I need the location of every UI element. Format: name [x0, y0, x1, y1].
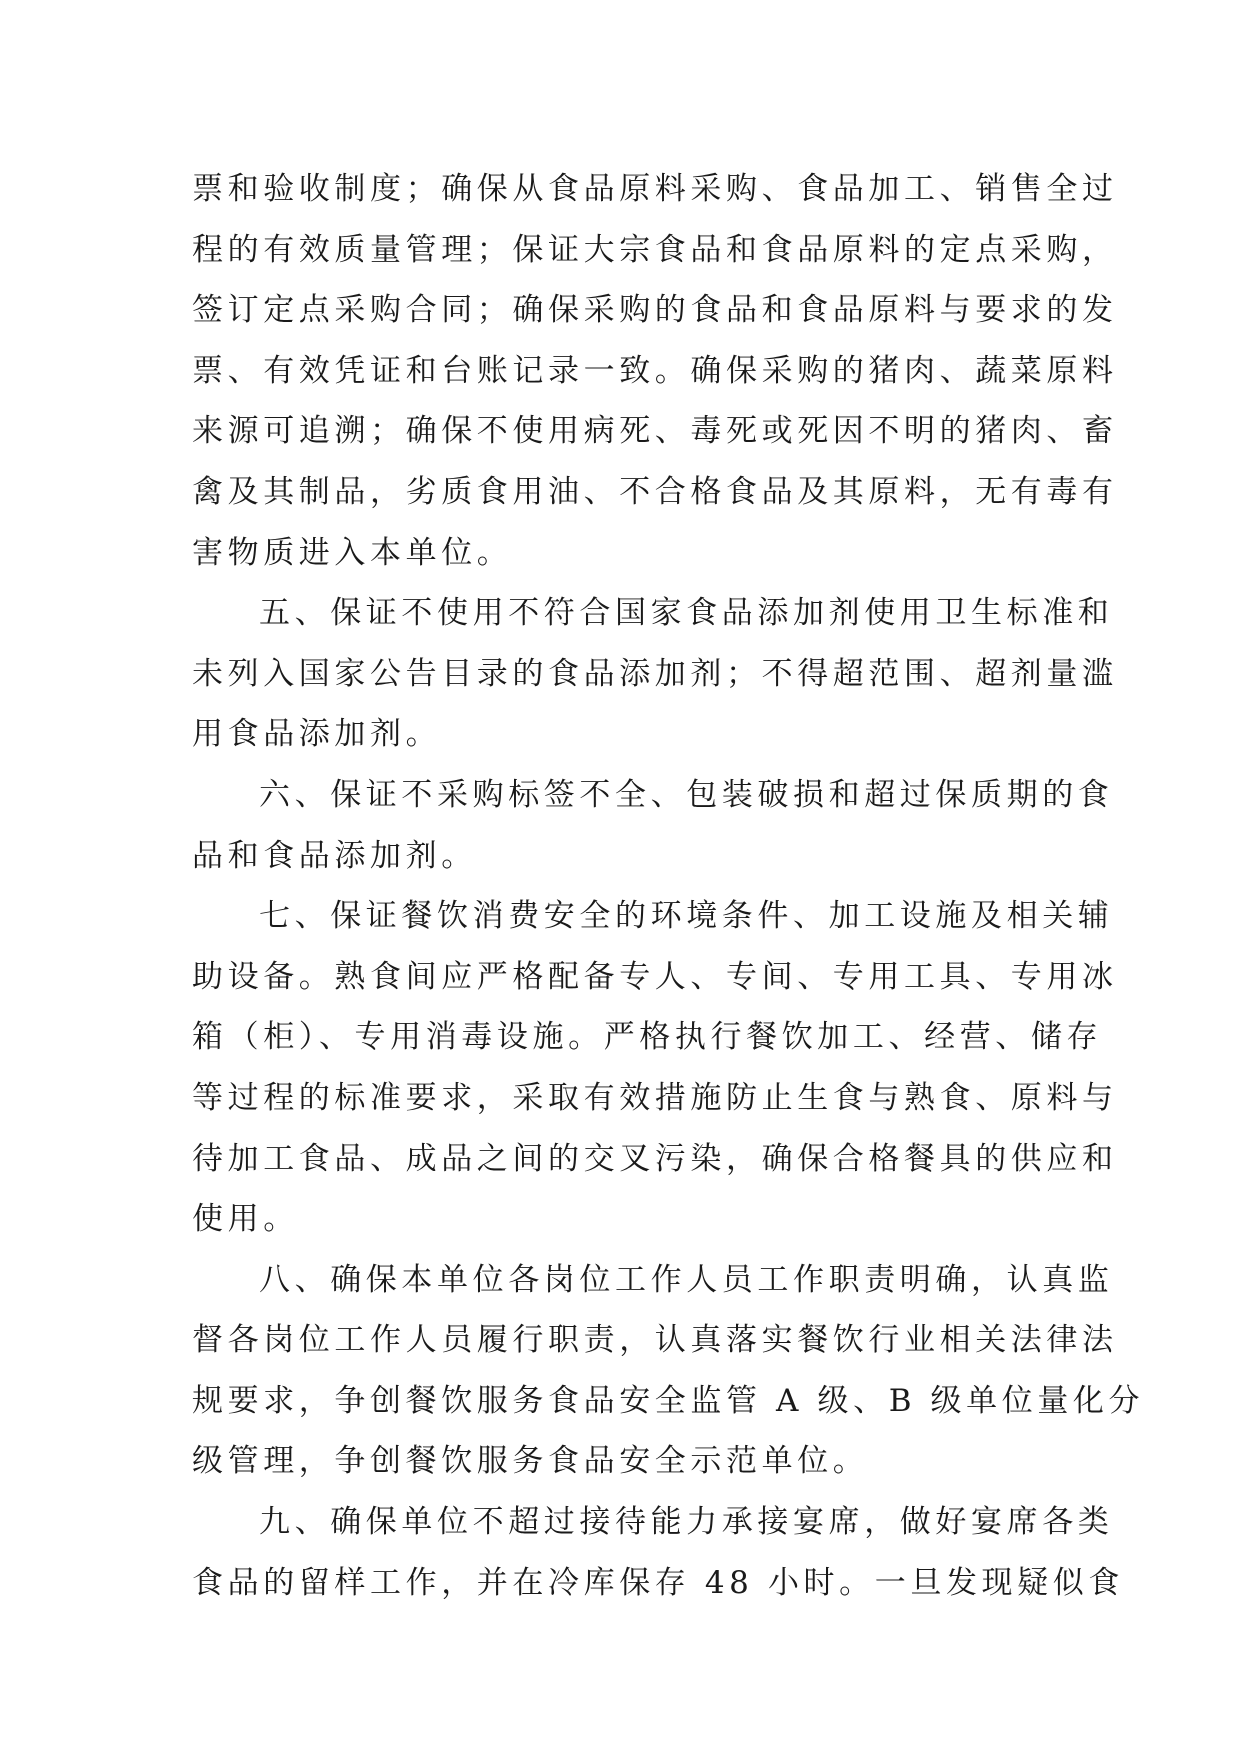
- text-line: 品和食品添加剂。: [192, 837, 477, 874]
- text-line: 签订定点采购合同；确保采购的食品和食品原料与要求的发: [192, 292, 1118, 329]
- text-line: 五、保证不使用不符合国家食品添加剂使用卫生标准和: [259, 595, 1114, 632]
- text-line: 等过程的标准要求，采取有效措施防止生食与熟食、原料与: [192, 1079, 1118, 1116]
- paragraph-item-9: [192, 1492, 1124, 1613]
- paragraph-item-6: [192, 765, 1114, 886]
- text-line: 未列入国家公告目录的食品添加剂；不得超范围、超剂量滥: [192, 655, 1118, 692]
- text-line: 害物质进入本单位。: [192, 534, 513, 571]
- paragraph-item-5: [192, 583, 1118, 765]
- text-line: 使用。: [192, 1201, 299, 1238]
- text-line: 食品的留样工作，并在冷库保存 48 小时。一旦发现疑似食: [192, 1564, 1124, 1601]
- text-line: 六、保证不采购标签不全、包装破损和超过保质期的食: [259, 776, 1114, 813]
- text-line: 九、确保单位不超过接待能力承接宴席，做好宴席各类: [259, 1504, 1114, 1541]
- paragraph-procurement-continued: [192, 159, 1118, 583]
- text-line: 七、保证餐饮消费安全的环境条件、加工设施及相关辅: [259, 898, 1114, 935]
- text-line: 督各岗位工作人员履行职责，认真落实餐饮行业相关法律法: [192, 1322, 1118, 1359]
- paragraph-item-8: [192, 1250, 1145, 1492]
- text-line: 禽及其制品，劣质食用油、不合格食品及其原料，无有毒有: [192, 473, 1118, 510]
- text-line: 程的有效质量管理；保证大宗食品和食品原料的定点采购，: [192, 231, 1118, 268]
- text-line: 八、确保本单位各岗位工作人员工作职责明确，认真监: [259, 1261, 1114, 1298]
- text-line: 箱（柜）、专用消毒设施。严格执行餐饮加工、经营、储存: [192, 1019, 1103, 1056]
- text-line: 用食品添加剂。: [192, 716, 442, 753]
- paragraph-item-7: [192, 886, 1118, 1250]
- text-line: 助设备。熟食间应严格配备专人、专间、专用工具、专用冰: [192, 958, 1118, 995]
- text-line: 待加工食品、成品之间的交叉污染，确保合格餐具的供应和: [192, 1140, 1118, 1177]
- text-line: 票和验收制度；确保从食品原料采购、食品加工、销售全过: [192, 171, 1118, 207]
- text-line: 票、有效凭证和台账记录一致。确保采购的猪肉、蔬菜原料: [192, 352, 1118, 389]
- document-body: [192, 159, 1145, 1613]
- text-line: 来源可追溯；确保不使用病死、毒死或死因不明的猪肉、畜: [192, 413, 1118, 450]
- text-line: 级管理，争创餐饮服务食品安全示范单位。: [192, 1443, 869, 1480]
- text-line: 规要求，争创餐饮服务食品安全监管 A 级、B 级单位量化分: [192, 1382, 1145, 1419]
